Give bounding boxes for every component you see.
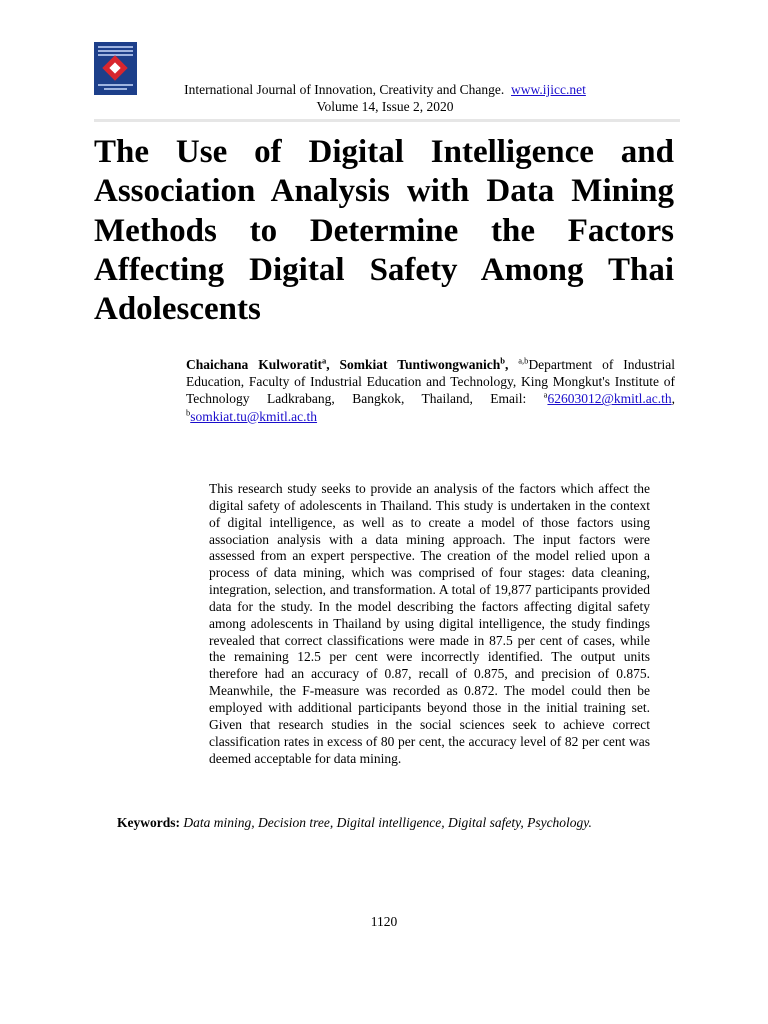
author-superscript: b (500, 355, 505, 366)
journal-logo (94, 42, 137, 95)
email-link[interactable]: somkiat.tu@kmitl.ac.th (190, 408, 318, 424)
journal-name: International Journal of Innovation, Creativity and Change. (184, 82, 505, 97)
running-header (140, 81, 630, 115)
affiliation-superscript: a,b (518, 355, 529, 366)
author-superscript: a (321, 355, 327, 366)
author-block: Chaichana Kulworatit$^a$, Somkiat Tuntiwongwanich$^b$, $^{a,b}$Department of Industrial Education, Faculty of Industrial Education and Technology, King Mongkut's Institute of Technology Ladkrabang, Bangkok, Thailand, Email: $^a$62603012@kmitl.ac.th, $^b$somkiat.tu@kmitl.ac.th (186, 355, 675, 424)
author-name: Somkiat Tuntiwongwanich (339, 357, 501, 372)
header-divider (94, 119, 680, 122)
keywords (117, 814, 650, 832)
volume-issue: Volume 14, Issue 2, 2020 (316, 99, 454, 114)
abstract: This research study seeks to provide an analysis of the factors which affect the digital safety of adolescents in Thailand. This study is undertaken in the context of digital intelligence, as well as to create a model of those factors using association analysis with a data mining approach. The input factors were assessed from an expert perspective. The creation of the model relied upon a process of data mining, which was comprised of four stages: data cleaning, integration, selection, and transformation. A total of 19,877 participants provided data for the study. In the model describing the factors affecting digital safety among adolescents in Thailand by using digital intelligence, the study findings revealed that correct classifications were made in 87.5 per cent of cases, while the remaining 12.5 per cent were incorrectly identified. The output units therefore had an accuracy of 0.87, recall of 0.875, and precision of 0.875. Meanwhile, the F-measure was recorded as 0.872. The model could then be employed with additional participants beyond those in the initial training set. Given that research studies in the social sciences seek to achieve correct classification rates in excess of 80 per cent, the accuracy level of 82 per cent was deemed acceptable for data mining. (209, 481, 650, 766)
email-link[interactable]: 62603012@kmitl.ac.th (547, 391, 672, 407)
page-number: 1120 (370, 914, 398, 929)
keywords-label: Keywords: (117, 815, 180, 830)
journal-url-link[interactable]: www.ijicc.net (511, 82, 586, 97)
affiliation: Department of Industrial Education, Faculty of Industrial Education and Technology, King Mongkut's Institute of Technology Ladkrabang, Bangkok, Thailand, Email: (186, 357, 675, 407)
keywords-values: Data mining, Decision tree, Digital intelligence, Digital safety, Psychology. (183, 815, 592, 830)
email-superscript: a (543, 389, 548, 400)
paper-title: The Use of Digital Intelligence and Association Analysis with Data Mining Methods to Determine the Factors Affecting Digital Safety Among Thai Adolescents (94, 134, 674, 328)
author-name: Chaichana Kulworatit (186, 357, 322, 372)
email-superscript: b (186, 407, 191, 418)
